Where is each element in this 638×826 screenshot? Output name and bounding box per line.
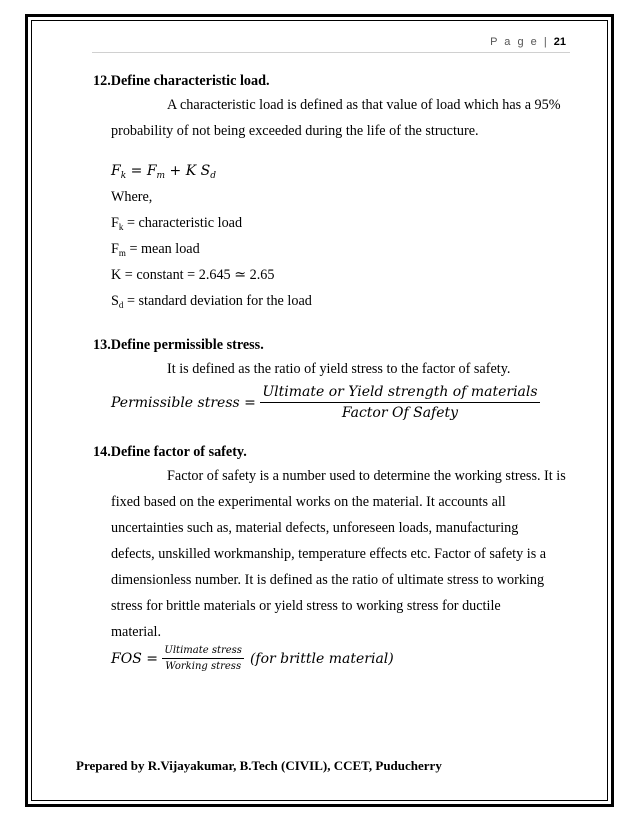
header-rule — [92, 52, 570, 53]
fos-note: (for brittle material) — [249, 650, 394, 667]
fos-numerator: Ultimate stress — [162, 645, 244, 659]
permissible-stress-fraction — [260, 384, 539, 421]
q14-line7: material. — [111, 624, 162, 640]
q14-line3: uncertainties such as, material defects, unforeseen loads, manufacturing — [111, 520, 519, 536]
q14-line5: dimensionless number. It is defined as the ratio of ultimate stress to working — [111, 572, 545, 588]
characteristic-load-formula: $F_k = F_m + K$ $S_d$ — [111, 163, 216, 181]
q13-heading: 13.Define permissible stress. — [93, 337, 264, 353]
definition-sd: $S_d$ = standard deviation for the load — [111, 293, 312, 310]
fos-lhs: FOS = — [111, 650, 163, 667]
definition-fk: $F_k$ = characteristic load — [111, 215, 243, 232]
definition-k: K = constant = 2.645 ≃ 2.65 — [111, 267, 275, 283]
q12-heading: 12.Define characteristic load. — [93, 73, 270, 89]
page-label: P a g e — [490, 36, 539, 48]
fos-denominator: Working stress — [165, 661, 242, 672]
permissible-stress-denominator: Factor Of Safety — [341, 405, 459, 421]
q14-heading: 14.Define factor of safety. — [93, 444, 247, 460]
q13-line1: It is defined as the ratio of yield stress to the factor of safety. — [167, 361, 511, 377]
fos-fraction — [162, 645, 244, 672]
q14-line2: fixed based on the experimental works on the material. It accounts all — [111, 494, 506, 510]
where-label: Where, — [111, 189, 153, 205]
q12-line2: probability of not being exceeded during the life of the structure. — [111, 123, 479, 139]
permissible-stress-formula — [93, 384, 573, 421]
definition-fm: $F_m$ = mean load — [111, 241, 200, 258]
permissible-stress-numerator: Ultimate or Yield strength of materials — [260, 384, 539, 403]
q14-line4: defects, unskilled workmanship, temperature effects etc. Factor of safety is a — [111, 546, 547, 562]
q12-line1: A characteristic load is defined as that value of load which has a 95% — [167, 97, 561, 113]
q14-line1: Factor of safety is a number used to determine the working stress. It is — [167, 468, 566, 484]
page-footer: Prepared by R.Vijayakumar, B.Tech (CIVIL), CCET, Puducherry — [76, 758, 442, 773]
page-number: 21 — [553, 36, 566, 48]
fos-formula — [93, 645, 573, 672]
page-content — [93, 70, 573, 672]
page-header — [490, 36, 566, 48]
permissible-stress-lhs: Permissible stress = — [111, 394, 261, 411]
page-separator: | — [543, 36, 549, 48]
q14-line6: stress for brittle materials or yield stress to working stress for ductile — [111, 598, 501, 614]
